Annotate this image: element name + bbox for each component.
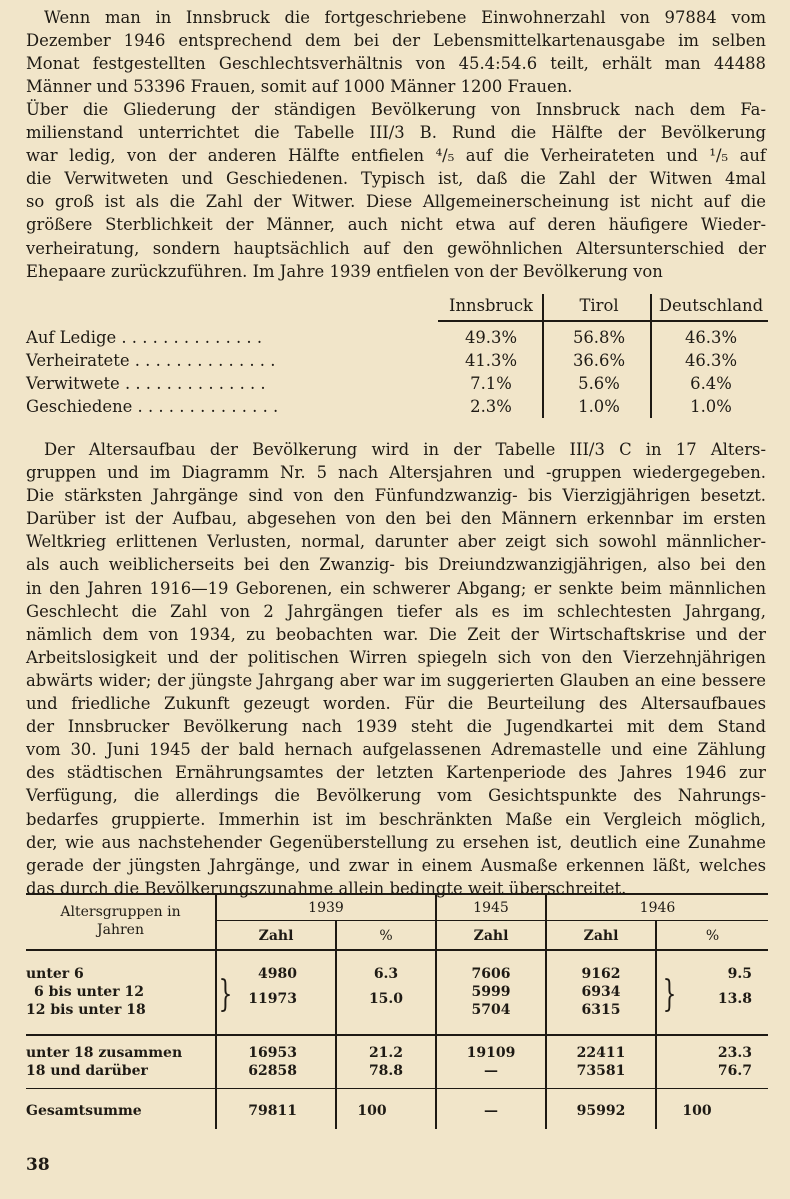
row-label-verwitwete: Verwitwete . . . . . . . . . . . . . . — [26, 374, 266, 393]
cell: 5.6% — [578, 374, 620, 393]
row-label: unter 18 zusammen — [26, 1045, 183, 1061]
cell: 73581 — [576, 1063, 626, 1079]
total-label: Gesamtsumme — [26, 1103, 142, 1119]
text-line: milienstand unterrichtet die Tabelle III/3 B. Rund die Hälfte der Bevölkerung — [26, 123, 766, 143]
cell: 76.7 — [717, 1063, 752, 1079]
column-header-innsbruck: Innsbruck — [449, 296, 533, 315]
row-label: 12 bis unter 18 — [26, 1002, 146, 1018]
cell: 23.3 — [717, 1045, 752, 1061]
subhead-zahl: Zahl — [473, 928, 509, 944]
table-rule-subhead — [216, 920, 768, 921]
cell: 5999 — [471, 984, 511, 1000]
text-line: der Innsbrucker Bevölkerung nach 1939 steht die Jugendkartei mit dem Stand — [26, 717, 766, 737]
cell: 62858 — [248, 1063, 297, 1079]
column-divider — [655, 921, 657, 1129]
cell: 6.3 — [373, 966, 399, 982]
text-line: Darüber ist der Aufbau, abgesehen von den bei den Männern erkennbar im ersten — [26, 509, 766, 529]
cell: 78.8 — [368, 1063, 404, 1079]
text-line: in den Jahren 1916—19 Geborenen, ein schwerer Abgang; er senkte beim männlichen — [26, 578, 766, 598]
cell: 6.4% — [690, 374, 732, 393]
text-line: abwärts wider; der jüngste Jahrgang aber war im suggerierten Glauben an eine bessere — [26, 670, 766, 690]
cell: 9.5 — [727, 966, 752, 982]
text-line: gerade der jüngsten Jahrgänge, und zwar in einem Ausmaße erkennen läßt, welches — [26, 855, 766, 875]
corner-header-line: Jahren — [97, 922, 144, 938]
text-line: war ledig, von der anderen Hälfte entfielen ⁴/₅ auf die Verheirateten und ¹/₅ auf — [26, 146, 766, 166]
row-label-ledige: Auf Ledige . . . . . . . . . . . . . . — [26, 328, 263, 347]
total-cell: 95992 — [576, 1103, 626, 1119]
cell: 46.3% — [684, 351, 738, 370]
paragraph-altersaufbau — [26, 438, 766, 900]
table-rule-top — [26, 893, 768, 895]
row-label: 6 bis unter 12 — [34, 984, 144, 1000]
cell: 2.3% — [470, 397, 512, 416]
cell: — — [484, 1063, 498, 1079]
cell: 6315 — [581, 1002, 621, 1018]
cell: 4980 — [258, 966, 297, 982]
brace-glyph: } — [662, 974, 677, 1015]
year-header-1946: 1946 — [639, 900, 676, 916]
cell: 41.3% — [464, 351, 518, 370]
total-cell: 100 — [682, 1103, 712, 1119]
cell: 16953 — [248, 1045, 297, 1061]
text-line: Dezember 1946 entsprechend dem bei der Lebensmittelkartenausgabe im selben — [26, 31, 766, 51]
total-cell: 100 — [357, 1103, 387, 1119]
text-line: gruppen und im Diagramm Nr. 5 nach Altersjahren und -gruppen wiedergegeben. — [26, 463, 766, 483]
cell: 11973 — [248, 991, 297, 1007]
text-line: das durch die Bevölkerungszunahme allein bedingte weit überschreitet. — [26, 878, 627, 898]
cell: 22411 — [576, 1045, 626, 1061]
cell: 1.0% — [690, 397, 732, 416]
subhead-zahl: Zahl — [583, 928, 619, 944]
cell: 9162 — [581, 966, 621, 982]
cell: 46.3% — [684, 328, 738, 347]
cell: 15.0 — [368, 991, 404, 1007]
text-line: Verfügung, die allerdings die Bevölkerung vom Gesichtspunkte des Nahrungs- — [26, 786, 766, 806]
paragraph-population — [26, 6, 766, 98]
subhead-percent: % — [705, 928, 720, 944]
text-line: und friedliche Zukunft gezeugt worden. Für die Beurteilung des Altersaufbaues — [26, 694, 766, 714]
cell: 5704 — [471, 1002, 511, 1018]
column-divider — [335, 921, 337, 1129]
text-line: Monat festgestellten Geschlechtsverhältnis von 45.4:54.6 teilt, erhält man 44488 — [26, 54, 766, 74]
text-line: Männer und 53396 Frauen, somit auf 1000 Männer 1200 Frauen. — [26, 77, 573, 97]
text-line: so groß ist als die Zahl der Witwer. Diese Allgemeinerscheinung ist nicht auf die — [26, 192, 766, 212]
text-line: Geschlecht die Zahl von 2 Jahrgängen tiefer als es im schlechtesten Jahrgang, — [26, 601, 766, 621]
cell: 6934 — [581, 984, 621, 1000]
column-header-tirol: Tirol — [579, 296, 619, 315]
text-line: nämlich dem von 1934, zu beobachten war. Die Zeit der Wirtschaftskrise und der — [26, 624, 766, 644]
text-line: Weltkrieg erlittenen Verlusten, normal, darunter aber zeigt sich sowohl männlicher- — [26, 532, 766, 552]
text-line: Arbeitslosigkeit und der politischen Wirren spiegeln sich von den Vierzehnjährigen — [26, 647, 766, 667]
subhead-percent: % — [379, 928, 393, 944]
row-label-verheiratete: Verheiratete . . . . . . . . . . . . . . — [26, 351, 276, 370]
year-header-1939: 1939 — [308, 900, 344, 916]
total-cell: — — [484, 1103, 498, 1119]
corner-header-line: Altersgruppen in — [60, 904, 181, 920]
column-header-deutschland: Deutschland — [658, 296, 764, 315]
header-rule — [438, 320, 768, 322]
text-line: Über die Gliederung der ständigen Bevölkerung von Innsbruck nach dem Fa- — [26, 100, 766, 119]
text-line: größere Sterblichkeit der Männer, auch nicht etwa auf deren häufigere Wieder- — [26, 215, 766, 235]
subhead-zahl: Zahl — [258, 928, 294, 944]
row-label: unter 6 — [26, 966, 84, 982]
cell: 7.1% — [470, 374, 512, 393]
cell: 21.2 — [368, 1045, 404, 1061]
brace-glyph: } — [218, 974, 233, 1015]
row-label-geschiedene: Geschiedene . . . . . . . . . . . . . . — [26, 397, 279, 416]
text-line: Der Altersaufbau der Bevölkerung wird in der Tabelle III/3 C in 17 Alters- — [44, 440, 766, 459]
paragraph-familienstand — [26, 98, 766, 283]
text-line: der, wie aus nachstehender Gegenüberstellung zu ersehen ist, deutlich eine Zunahme — [26, 832, 766, 852]
row-label: 18 und darüber — [26, 1063, 148, 1079]
text-line: die Verwitweten und Geschiedenen. Typisch ist, daß die Zahl der Witwen 4mal — [26, 169, 766, 189]
cell: 1.0% — [578, 397, 620, 416]
text-line: bedarfes gruppierte. Immerhin ist im beschränkten Maße ein Vergleich möglich, — [26, 809, 766, 829]
text-line: Die stärksten Jahrgänge sind von den Fünfundzwanzig- bis Vierzigjährigen besetzt. — [26, 486, 766, 506]
text-line: Ehepaare zurückzuführen. Im Jahre 1939 entfielen von der Bevölkerung von — [26, 261, 663, 281]
cell: 13.8 — [717, 991, 752, 1007]
text-line: verheiratung, sondern hauptsächlich auf den gewöhnlichen Altersunterschied der — [26, 238, 766, 258]
cell: 19109 — [466, 1045, 516, 1061]
cell: 36.6% — [572, 351, 626, 370]
page-number: 38 — [26, 1155, 50, 1175]
text-line: als auch weiblicherseits bei den Zwanzig- bis Dreiundzwanzigjährigen, also bei den — [26, 555, 766, 575]
cell: 7606 — [471, 966, 511, 982]
cell: 56.8% — [572, 328, 626, 347]
text-line: des städtischen Ernährungsamtes der letzten Kartenperiode des Jahres 1946 zur — [26, 763, 766, 783]
year-header-1945: 1945 — [473, 900, 509, 916]
text-line: vom 30. Juni 1945 der bald hernach aufgelassenen Adremastelle und eine Zählung — [26, 740, 766, 760]
total-cell: 79811 — [248, 1103, 297, 1119]
cell: 49.3% — [464, 328, 518, 347]
text-line: Wenn man in Innsbruck die fortgeschriebene Einwohnerzahl von 97884 vom — [44, 8, 766, 27]
corner-header — [26, 903, 215, 939]
